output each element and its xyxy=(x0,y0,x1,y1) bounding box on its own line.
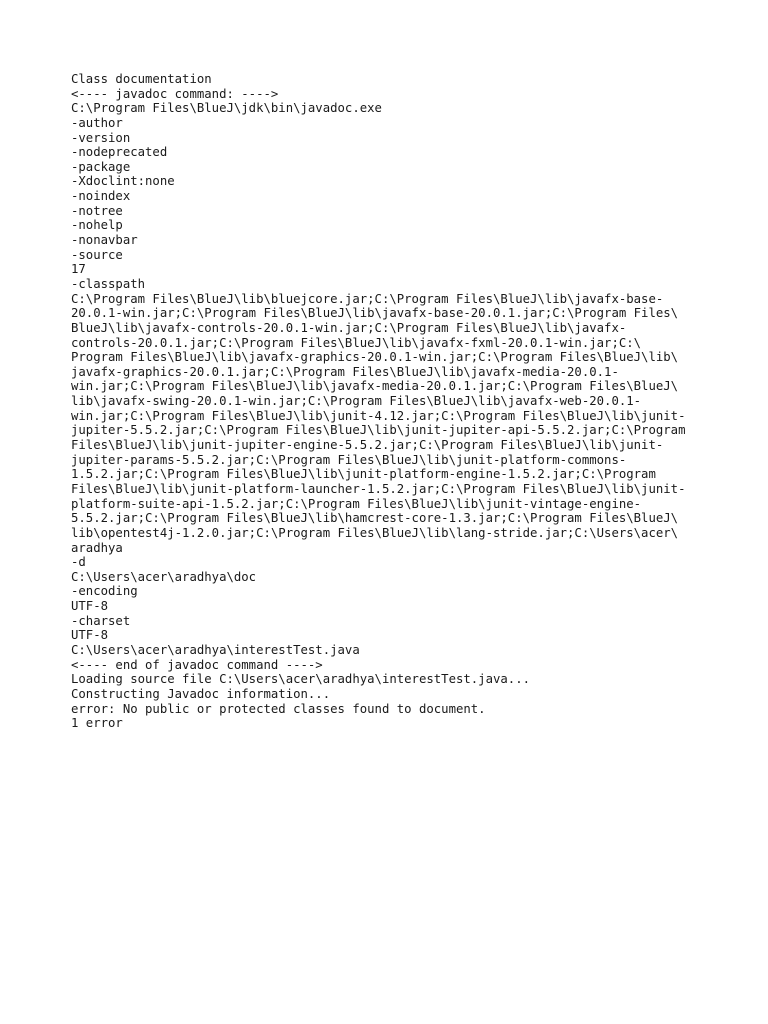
command-start-marker: <---- javadoc command: ----> xyxy=(71,86,279,101)
option-list xyxy=(71,116,711,292)
classpath-line: platform-suite-api-1.5.2.jar;C:\Program Files\BlueJ\lib\junit-vintage-engine- xyxy=(71,496,642,511)
output-line: UTF-8 xyxy=(71,628,109,643)
option-line: -notree xyxy=(71,203,123,218)
output-line: C:\Users\acer\aradhya\doc xyxy=(71,569,257,584)
classpath-line: BlueJ\lib\javafx-controls-20.0.1-win.jar;C:\Program Files\BlueJ\lib\javafx- xyxy=(71,320,627,335)
option-line: -author xyxy=(71,115,123,130)
javadoc-path: C:\Program Files\BlueJ\jdk\bin\javadoc.exe xyxy=(71,101,382,116)
output-line: -d xyxy=(71,555,86,570)
option-line: -noindex xyxy=(71,189,131,204)
tail-output xyxy=(71,555,711,731)
option-line: -source xyxy=(71,247,123,262)
option-line: -version xyxy=(71,130,131,145)
classpath-line: javafx-graphics-20.0.1.jar;C:\Program Files\BlueJ\lib\javafx-media-20.0.1- xyxy=(71,364,619,379)
loading-message: Loading source file C:\Users\acer\aradhya\interestTest.java... xyxy=(71,672,531,687)
classpath-line: 1.5.2.jar;C:\Program Files\BlueJ\lib\junit-platform-engine-1.5.2.jar;C:\Program xyxy=(71,467,656,482)
option-line: -package xyxy=(71,159,131,174)
classpath-line: lib\opentest4j-1.2.0.jar;C:\Program Files\BlueJ\lib\lang-stride.jar;C:\Users\acer\ xyxy=(71,525,679,540)
constructing-message: Constructing Javadoc information... xyxy=(71,686,331,701)
command-end-marker: <---- end of javadoc command ----> xyxy=(71,657,323,672)
classpath-line: aradhya xyxy=(71,540,123,555)
classpath-line: jupiter-5.5.2.jar;C:\Program Files\BlueJ\lib\junit-jupiter-api-5.5.2.jar;C:\Program xyxy=(71,423,686,438)
classpath-line: Files\BlueJ\lib\junit-platform-launcher-1.5.2.jar;C:\Program Files\BlueJ\lib\junit- xyxy=(71,481,686,496)
classpath-line: jupiter-params-5.5.2.jar;C:\Program Files\BlueJ\lib\junit-platform-commons- xyxy=(71,452,627,467)
classpath-line: Files\BlueJ\lib\junit-jupiter-engine-5.5.2.jar;C:\Program Files\BlueJ\lib\junit- xyxy=(71,438,664,453)
classpath-block xyxy=(71,292,711,556)
option-line: 17 xyxy=(71,262,86,277)
javadoc-output xyxy=(71,72,711,731)
error-count: 1 error xyxy=(71,716,123,731)
error-message: error: No public or protected classes found to document. xyxy=(71,701,486,716)
option-line: -nohelp xyxy=(71,218,123,233)
option-line: -classpath xyxy=(71,276,146,291)
classpath-line: win.jar;C:\Program Files\BlueJ\lib\javafx-media-20.0.1.jar;C:\Program Files\BlueJ\ xyxy=(71,379,679,394)
option-line: -nodeprecated xyxy=(71,145,168,160)
option-line: -nonavbar xyxy=(71,233,138,248)
output-line: C:\Users\acer\aradhya\interestTest.java xyxy=(71,642,360,657)
classpath-line: 5.5.2.jar;C:\Program Files\BlueJ\lib\hamcrest-core-1.3.jar;C:\Program Files\BlueJ\ xyxy=(71,511,679,526)
classpath-line: controls-20.0.1.jar;C:\Program Files\BlueJ\lib\javafx-fxml-20.0.1-win.jar;C:\ xyxy=(71,335,642,350)
output-line: -encoding xyxy=(71,584,138,599)
output-line: UTF-8 xyxy=(71,599,109,614)
classpath-line: 20.0.1-win.jar;C:\Program Files\BlueJ\lib\javafx-base-20.0.1.jar;C:\Program Files\ xyxy=(71,306,679,321)
output-line: -charset xyxy=(71,613,131,628)
classpath-line: win.jar;C:\Program Files\BlueJ\lib\junit-4.12.jar;C:\Program Files\BlueJ\lib\junit- xyxy=(71,408,686,423)
document-title: Class documentation xyxy=(71,72,212,86)
classpath-line: C:\Program Files\BlueJ\lib\bluejcore.jar;C:\Program Files\BlueJ\lib\javafx-base- xyxy=(71,291,664,306)
classpath-line: lib\javafx-swing-20.0.1-win.jar;C:\Program Files\BlueJ\lib\javafx-web-20.0.1- xyxy=(71,394,642,409)
classpath-line: Program Files\BlueJ\lib\javafx-graphics-20.0.1-win.jar;C:\Program Files\BlueJ\lib\ xyxy=(71,350,679,365)
option-line: -Xdoclint:none xyxy=(71,174,175,189)
